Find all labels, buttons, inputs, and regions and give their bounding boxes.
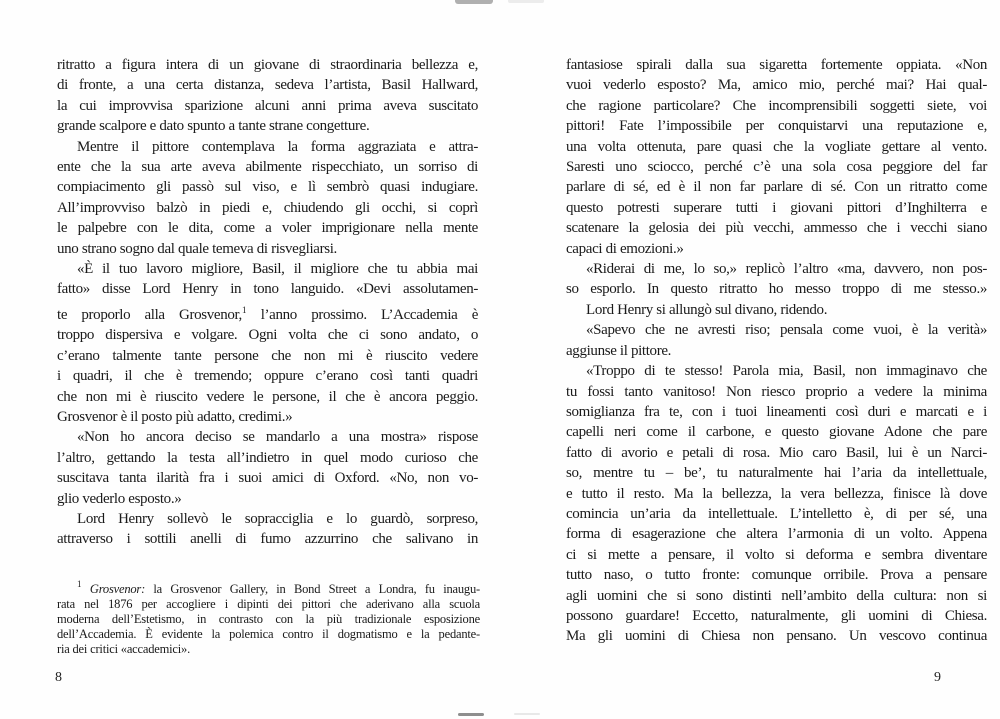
- text-line: di fronte, a una certa distanza, sedeva l’artista, Basil Hallward,: [57, 77, 478, 94]
- bottom-edge-ui-fragment-dark: [458, 713, 484, 716]
- text-line: tu fossi tanto vanitoso! Non riesco proprio a vedere la minima: [566, 383, 987, 400]
- text-line: l’altro, gettando la testa all’indietro in quel modo curioso che: [57, 449, 478, 466]
- text-line: capaci di emozioni.»: [566, 240, 684, 257]
- text-line: grande scalpore e dato spunto a tante strane congetture.: [57, 118, 370, 135]
- text-line: possono guardare! Eccetto, naturalmente, gli uomini di Chiesa.: [566, 607, 987, 624]
- text-line: te proporlo alla Grosvenor,$^1$ l’anno prossimo. L’Accademia è: [57, 304, 478, 323]
- text-line: rata nel 1876 per accogliere i dipinti dei pittori che aderivano alla scuola: [57, 597, 480, 611]
- footnote-reference-superscript: 1: [77, 579, 82, 589]
- text-line: che ragione particolare? Che incomprensibili soggetti siete, voi: [566, 97, 987, 114]
- text-line: All’improvviso balzò in piedi e, chiudendo gli occhi, si coprì: [57, 199, 478, 216]
- text-line: Ma gli uomini di Chiesa non pensano. Un vescovo continua: [566, 628, 987, 645]
- text-line: Lord Henry si allungò sul divano, ridendo.: [586, 301, 828, 318]
- page-number-right: 9: [934, 670, 941, 685]
- text-line: i quadri, il che è tremendo; oppure c’erano così tanti quadri: [57, 368, 478, 385]
- top-edge-ui-fragment-dark: [455, 0, 493, 4]
- text-line: fatto» disse Lord Henry in tono languido. «Devi assolutamen-: [57, 281, 478, 298]
- footnote-block: [57, 577, 480, 657]
- top-edge-ui-fragment-light: [508, 0, 544, 3]
- text-line: vuoi vederlo esposto? Ma, amico mio, perché mai? Hai qual-: [566, 77, 987, 94]
- text-line: ente che la sua arte aveva abilmente rispecchiato, un sorriso di: [57, 159, 478, 176]
- text-line: glio vederlo esposto.»: [57, 490, 182, 507]
- text-line: Grosvenor è il posto più adatto, credimi.»: [57, 408, 293, 425]
- left-page-text: [57, 55, 478, 550]
- text-line: Lord Henry sollevò le sopracciglia e lo guardò, sorpreso,: [77, 510, 478, 527]
- text-line: dell’Accademia. È evidente la polemica contro il dogmatismo e la pedante-: [57, 627, 480, 641]
- text-line: «Troppo di te stesso! Parola mia, Basil, non immaginavo che: [586, 363, 987, 380]
- text-line: suscitava tanta ilarità fra i suoi amici di Oxford. «No, non vo-: [57, 470, 478, 487]
- text-line: ritratto a figura intera di un giovane di straordinaria bellezza e,: [57, 57, 478, 73]
- text-line: uno strano sogno dal quale temeva di risvegliarsi.: [57, 240, 337, 257]
- text-line: «È il tuo lavoro migliore, Basil, il migliore che tu abbia mai: [77, 261, 478, 278]
- text-line: e tutto il resto. Ma la bellezza, la vera bellezza, finisce là dove: [566, 485, 987, 502]
- text-line: $^1$ Grosvenor: la Grosvenor Gallery, in Bond Street a Londra, fu inaugu-: [77, 579, 480, 596]
- text-line: le palpebre con le dita, come a voler imprigionare nella mente: [57, 220, 478, 237]
- text-line: «Non ho ancora deciso se mandarlo a una mostra» rispose: [77, 429, 478, 446]
- text-line: pittori! Fate l’impossibile per conquistarvi una reputazione e,: [566, 118, 987, 135]
- right-page-text: [566, 55, 987, 647]
- text-line: tutto naso, o tutto fronte: comunque orribile. Prova a pensare: [566, 567, 987, 584]
- text-line: c’erano talmente tante persone che non mi è riuscito vedere: [57, 347, 478, 364]
- text-line: so, mentre tu – be’, tu naturalmente hai l’aria da intellettuale,: [566, 465, 987, 482]
- text-line: Saresti uno sciocco, perché c’è una sola cosa peggiore del far: [566, 159, 987, 176]
- text-line: fantasiose spirali dalla sua sigaretta fortemente oppiata. «Non: [566, 57, 987, 73]
- text-line: agli uomini che si sono distinti nell’ambito della cultura: non si: [566, 587, 987, 604]
- footnote-reference-superscript: 1: [241, 304, 247, 315]
- text-line: somiglianza fra te, con i tuoi lineamenti così duri e marcati e i: [566, 403, 987, 420]
- text-line: questo potresti superare tutti i giovani pittori d’Inghilterra e: [566, 199, 987, 216]
- text-line: «Riderai di me, lo so,» replicò l’altro «ma, davvero, non pos-: [586, 261, 987, 278]
- text-line: «Sapevo che ne avresti riso; pensala come vuoi, è la verità»: [586, 322, 987, 339]
- text-line: compiacimento gli passò sul viso, e lì sembrò quasi indugiare.: [57, 179, 478, 196]
- text-line: forma di esagerazione che altera l’armonia di un volto. Appena: [566, 526, 987, 543]
- text-line: attraverso i sottili anelli di fumo azzurrino che salivano in: [57, 531, 478, 548]
- text-line: ci si mette a pensare, il volto si deforma e sembra diventare: [566, 546, 987, 563]
- page-number-left: 8: [55, 670, 62, 685]
- text-line: aggiunse il pittore.: [566, 342, 672, 359]
- text-line: scatenare la gelosia dei più vecchi, ammesso che i vecchi siano: [566, 220, 987, 237]
- text-line: capelli neri come il carbone, e questo giovane Adone che pare: [566, 424, 987, 441]
- text-line: ria dei critici «accademici».: [57, 642, 191, 656]
- bottom-edge-ui-fragment-light: [514, 713, 540, 715]
- text-line: Mentre il pittore contemplava la forma aggraziata e attra-: [77, 138, 478, 155]
- text-line: la cui improvvisa sparizione alcuni anni prima aveva suscitato: [57, 97, 478, 114]
- text-line: moderna dell’Estetismo, in contrasto con la più tradizionale esposizione: [57, 612, 480, 626]
- text-line: so esporlo. In questo ritratto ho messo troppo di me stesso.»: [566, 281, 987, 298]
- text-line: comincia un’aria da intellettuale. L’intelletto è, di per sé, una: [566, 505, 987, 522]
- text-line: fatto di avorio e petali di rosa. Mio caro Basil, lui è un Narci-: [566, 444, 987, 461]
- text-line: una volta ottenuta, pare quasi che la vogliate gettare al vento.: [566, 138, 987, 155]
- text-line: parlare di sé, ed è il non far parlare di sé. Con un ritratto come: [566, 179, 987, 196]
- text-line: che non mi è riuscito vedere le persone, il che è ancora peggio.: [57, 388, 478, 405]
- text-line: troppo dispersiva e volgare. Ogni volta che ci sono andato, o: [57, 327, 478, 344]
